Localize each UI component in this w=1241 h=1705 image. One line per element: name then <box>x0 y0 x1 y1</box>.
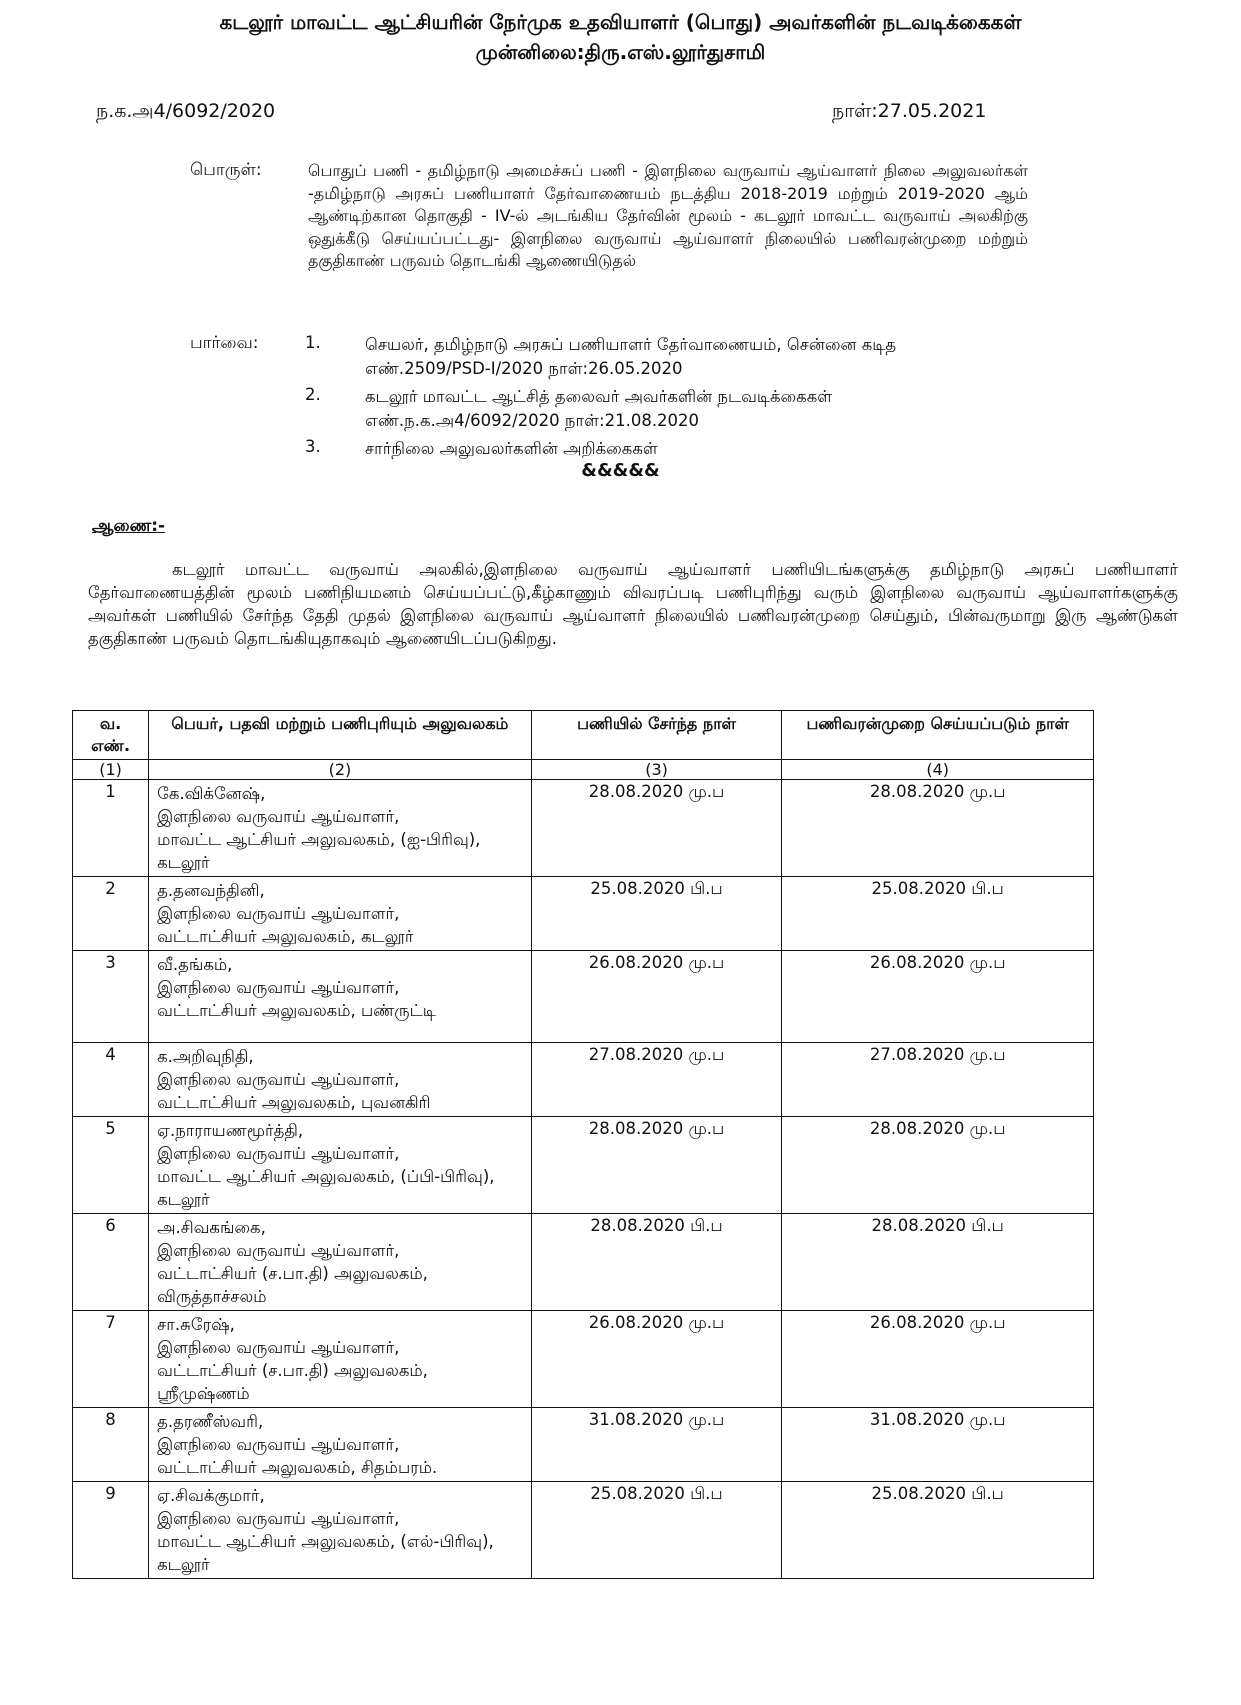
index-cell: (2) <box>149 760 532 780</box>
order-heading: ஆணை:- <box>92 516 166 536</box>
employee-office: வட்டாட்சியர் அலுவலகம், புவனகிரி <box>157 1093 431 1112</box>
table-body <box>73 780 1094 1579</box>
employee-office: வட்டாட்சியர் அலுவலகம், கடலூர் <box>157 927 414 946</box>
serial-cell: 5 <box>73 1117 149 1214</box>
header-serial: வ. எண். <box>73 711 149 760</box>
joining-date-cell: 27.08.2020 மு.ப <box>531 1043 782 1117</box>
regularisation-date-cell: 26.08.2020 மு.ப <box>782 951 1094 1043</box>
document-title: கடலூர் மாவட்ட ஆட்சியரின் நேர்முக உதவியாளர் (பொது) அவர்களின் நடவடிக்கைகள் <box>219 10 1022 34</box>
table-index-row <box>73 760 1094 780</box>
reference-number-1: 1. <box>305 333 321 352</box>
reference-body <box>365 385 832 433</box>
index-cell: (4) <box>782 760 1094 780</box>
header-regularisation-date: பணிவரன்முறை செய்யப்படும் நாள் <box>782 711 1094 760</box>
employee-office: வட்டாட்சியர் (ச.பா.தி) அலுவலகம், ஸ்ரீமுஷ்ணம் <box>157 1361 428 1403</box>
regularisation-date-cell: 25.08.2020 பி.ப <box>782 1482 1094 1579</box>
employee-name: சா.சுரேஷ், <box>157 1315 235 1334</box>
employee-name: கே.விக்னேஷ், <box>157 784 266 803</box>
regularisation-date-cell: 28.08.2020 மு.ப <box>782 780 1094 877</box>
reference-number-2: 2. <box>305 385 321 404</box>
joining-date-cell: 26.08.2020 மு.ப <box>531 951 782 1043</box>
employee-post: இளநிலை வருவாய் ஆய்வாளர், <box>157 1509 400 1528</box>
employee-name: க.அறிவுநிதி, <box>157 1047 254 1066</box>
employee-name: அ.சிவகங்கை, <box>157 1218 266 1237</box>
reference-number: ந.க.அ4/6092/2020 <box>96 100 276 122</box>
regularisation-date-cell: 28.08.2020 பி.ப <box>782 1214 1094 1311</box>
employee-office: வட்டாட்சியர் அலுவலகம், பண்ருட்டி <box>157 1001 436 1020</box>
joining-date-cell: 26.08.2020 மு.ப <box>531 1311 782 1408</box>
employee-post: இளநிலை வருவாய் ஆய்வாளர், <box>157 904 400 923</box>
employee-cell <box>149 1043 532 1117</box>
regularisation-date-cell: 27.08.2020 மு.ப <box>782 1043 1094 1117</box>
references-label: பார்வை: <box>190 333 259 353</box>
employee-cell <box>149 1214 532 1311</box>
section-separator: &&&&& <box>581 460 660 481</box>
joining-date-cell: 28.08.2020 பி.ப <box>531 1214 782 1311</box>
references-list <box>305 333 1025 465</box>
employee-cell <box>149 1311 532 1408</box>
employee-post: இளநிலை வருவாய் ஆய்வாளர், <box>157 1070 400 1089</box>
employee-cell <box>149 1408 532 1482</box>
serial-cell: 3 <box>73 951 149 1043</box>
employee-cell <box>149 951 532 1043</box>
employee-cell <box>149 877 532 951</box>
joining-date-cell: 25.08.2020 பி.ப <box>531 1482 782 1579</box>
employee-post: இளநிலை வருவாய் ஆய்வாளர், <box>157 1144 400 1163</box>
index-cell: (1) <box>73 760 149 780</box>
table-row <box>73 780 1094 877</box>
employee-post: இளநிலை வருவாய் ஆய்வாளர், <box>157 1435 400 1454</box>
serial-cell: 7 <box>73 1311 149 1408</box>
subject-label: பொருள்: <box>190 160 262 180</box>
presence-line: முன்னிலை:திரு.எஸ்.லூர்துசாமி <box>475 40 766 64</box>
joining-date-cell: 28.08.2020 மு.ப <box>531 1117 782 1214</box>
employee-name: த.தரணீஸ்வரி, <box>157 1412 264 1431</box>
employee-cell <box>149 1117 532 1214</box>
employee-cell <box>149 1482 532 1579</box>
employee-name: வீ.தங்கம், <box>157 955 233 974</box>
regularisation-table <box>72 710 1094 1579</box>
reference-body <box>365 437 658 461</box>
employee-office: வட்டாட்சியர் அலுவலகம், சிதம்பரம். <box>157 1458 438 1477</box>
joining-date-cell: 28.08.2020 மு.ப <box>531 780 782 877</box>
table-row <box>73 1311 1094 1408</box>
reference-line: செயலர், தமிழ்நாடு அரசுப் பணியாளர் தேர்வாணையம், சென்னை கடித <box>365 335 897 354</box>
table-row <box>73 1117 1094 1214</box>
reference-item <box>305 333 1025 381</box>
serial-cell: 6 <box>73 1214 149 1311</box>
table-row <box>73 1043 1094 1117</box>
serial-cell: 4 <box>73 1043 149 1117</box>
table-row <box>73 1408 1094 1482</box>
joining-date-cell: 31.08.2020 மு.ப <box>531 1408 782 1482</box>
header-joining-date: பணியில் சேர்ந்த நாள் <box>531 711 782 760</box>
employee-name: த.தனவந்தினி, <box>157 881 265 900</box>
table-row <box>73 1214 1094 1311</box>
order-paragraph: கடலூர் மாவட்ட வருவாய் அலகில்,இளநிலை வருவாய் ஆய்வாளர் பணியிடங்களுக்கு தமிழ்நாடு அரசுப் பணியாளர் தேர்வாணையத்தின் மூலம் பணிநியமனம் செய்யப்பட்டு,கீழ்காணும் விவரப்படி பணிபுரிந்து வரும் இளநிலை வருவாய் ஆய்வாளர்களுக்கு அவர்கள் பணியில் சேர்ந்த தேதி முதல் இளநிலை வருவாய் ஆய்வாளர் நிலையில் பணிவரன்முறை செய்தும், பின்வருமாறு இரு ஆண்டுகள் தகுதிகாண் பருவம் தொடங்கியுதாகவும் ஆணையிடப்படுகிறது. <box>88 560 1178 648</box>
reference-line: சார்நிலை அலுவலர்களின் அறிக்கைகள் <box>365 439 658 458</box>
subject-text: பொதுப் பணி - தமிழ்நாடு அமைச்சுப் பணி - இளநிலை வருவாய் ஆய்வாளர் நிலை அலுவலர்கள் -தமிழ்நாடு அரசுப் பணியாளர் தேர்வாணையம் நடத்திய 2018-2019 மற்றும் 2019-2020 ஆம் ஆண்டிற்கான தொகுதி - IV-ல் அடங்கிய தேர்வின் மூலம் - கடலூர் மாவட்ட வருவாய் அலகிற்கு ஒதுக்கீடு செய்யப்பட்டது- இளநிலை வருவாய் ஆய்வாளர் நிலையில் பணிவரன்முறை மற்றும் தகுதிகாண் பருவம் தொடங்கி ஆணையிடுதல் <box>308 161 1028 270</box>
regularisation-date-cell: 25.08.2020 பி.ப <box>782 877 1094 951</box>
employee-cell <box>149 780 532 877</box>
employee-office: மாவட்ட ஆட்சியர் அலுவலகம், (எல்-பிரிவு), கடலூர் <box>157 1532 494 1574</box>
joining-date-cell: 25.08.2020 பி.ப <box>531 877 782 951</box>
employee-name: ஏ.நாராயணமூர்த்தி, <box>157 1121 304 1140</box>
regularisation-date-cell: 28.08.2020 மு.ப <box>782 1117 1094 1214</box>
reference-body <box>365 333 896 381</box>
employee-post: இளநிலை வருவாய் ஆய்வாளர், <box>157 978 400 997</box>
index-cell: (3) <box>531 760 782 780</box>
table-row <box>73 1482 1094 1579</box>
serial-cell: 8 <box>73 1408 149 1482</box>
table-row <box>73 951 1094 1043</box>
table-row <box>73 877 1094 951</box>
employee-office: மாவட்ட ஆட்சியர் அலுவலகம், (ப்பி-பிரிவு), கடலூர் <box>157 1167 495 1209</box>
regularisation-date-cell: 31.08.2020 மு.ப <box>782 1408 1094 1482</box>
employee-post: இளநிலை வருவாய் ஆய்வாளர், <box>157 1241 400 1260</box>
employee-name: ஏ.சிவக்குமார், <box>157 1486 265 1505</box>
reference-item <box>305 385 1025 433</box>
employee-post: இளநிலை வருவாய் ஆய்வாளர், <box>157 807 400 826</box>
reference-line: கடலூர் மாவட்ட ஆட்சித் தலைவர் அவர்களின் நடவடிக்கைகள் <box>365 387 833 406</box>
serial-cell: 1 <box>73 780 149 877</box>
table-header-row <box>73 711 1094 760</box>
regularisation-date-cell: 26.08.2020 மு.ப <box>782 1311 1094 1408</box>
reference-line: எண்.2509/PSD-I/2020 நாள்:26.05.2020 <box>365 359 683 378</box>
reference-number-3: 3. <box>305 437 321 456</box>
reference-item <box>305 437 1025 461</box>
header-name-post-office: பெயர், பதவி மற்றும் பணிபுரியும் அலுவலகம் <box>149 711 532 760</box>
document-date: நாள்:27.05.2021 <box>832 100 987 122</box>
employee-post: இளநிலை வருவாய் ஆய்வாளர், <box>157 1338 400 1357</box>
employee-office: மாவட்ட ஆட்சியர் அலுவலகம், (ஐ-பிரிவு), கடலூர் <box>157 830 481 872</box>
reference-line: எண்.ந.க.அ4/6092/2020 நாள்:21.08.2020 <box>365 411 700 430</box>
serial-cell: 2 <box>73 877 149 951</box>
serial-cell: 9 <box>73 1482 149 1579</box>
employee-office: வட்டாட்சியர் (ச.பா.தி) அலுவலகம், விருத்தாச்சலம் <box>157 1264 428 1306</box>
